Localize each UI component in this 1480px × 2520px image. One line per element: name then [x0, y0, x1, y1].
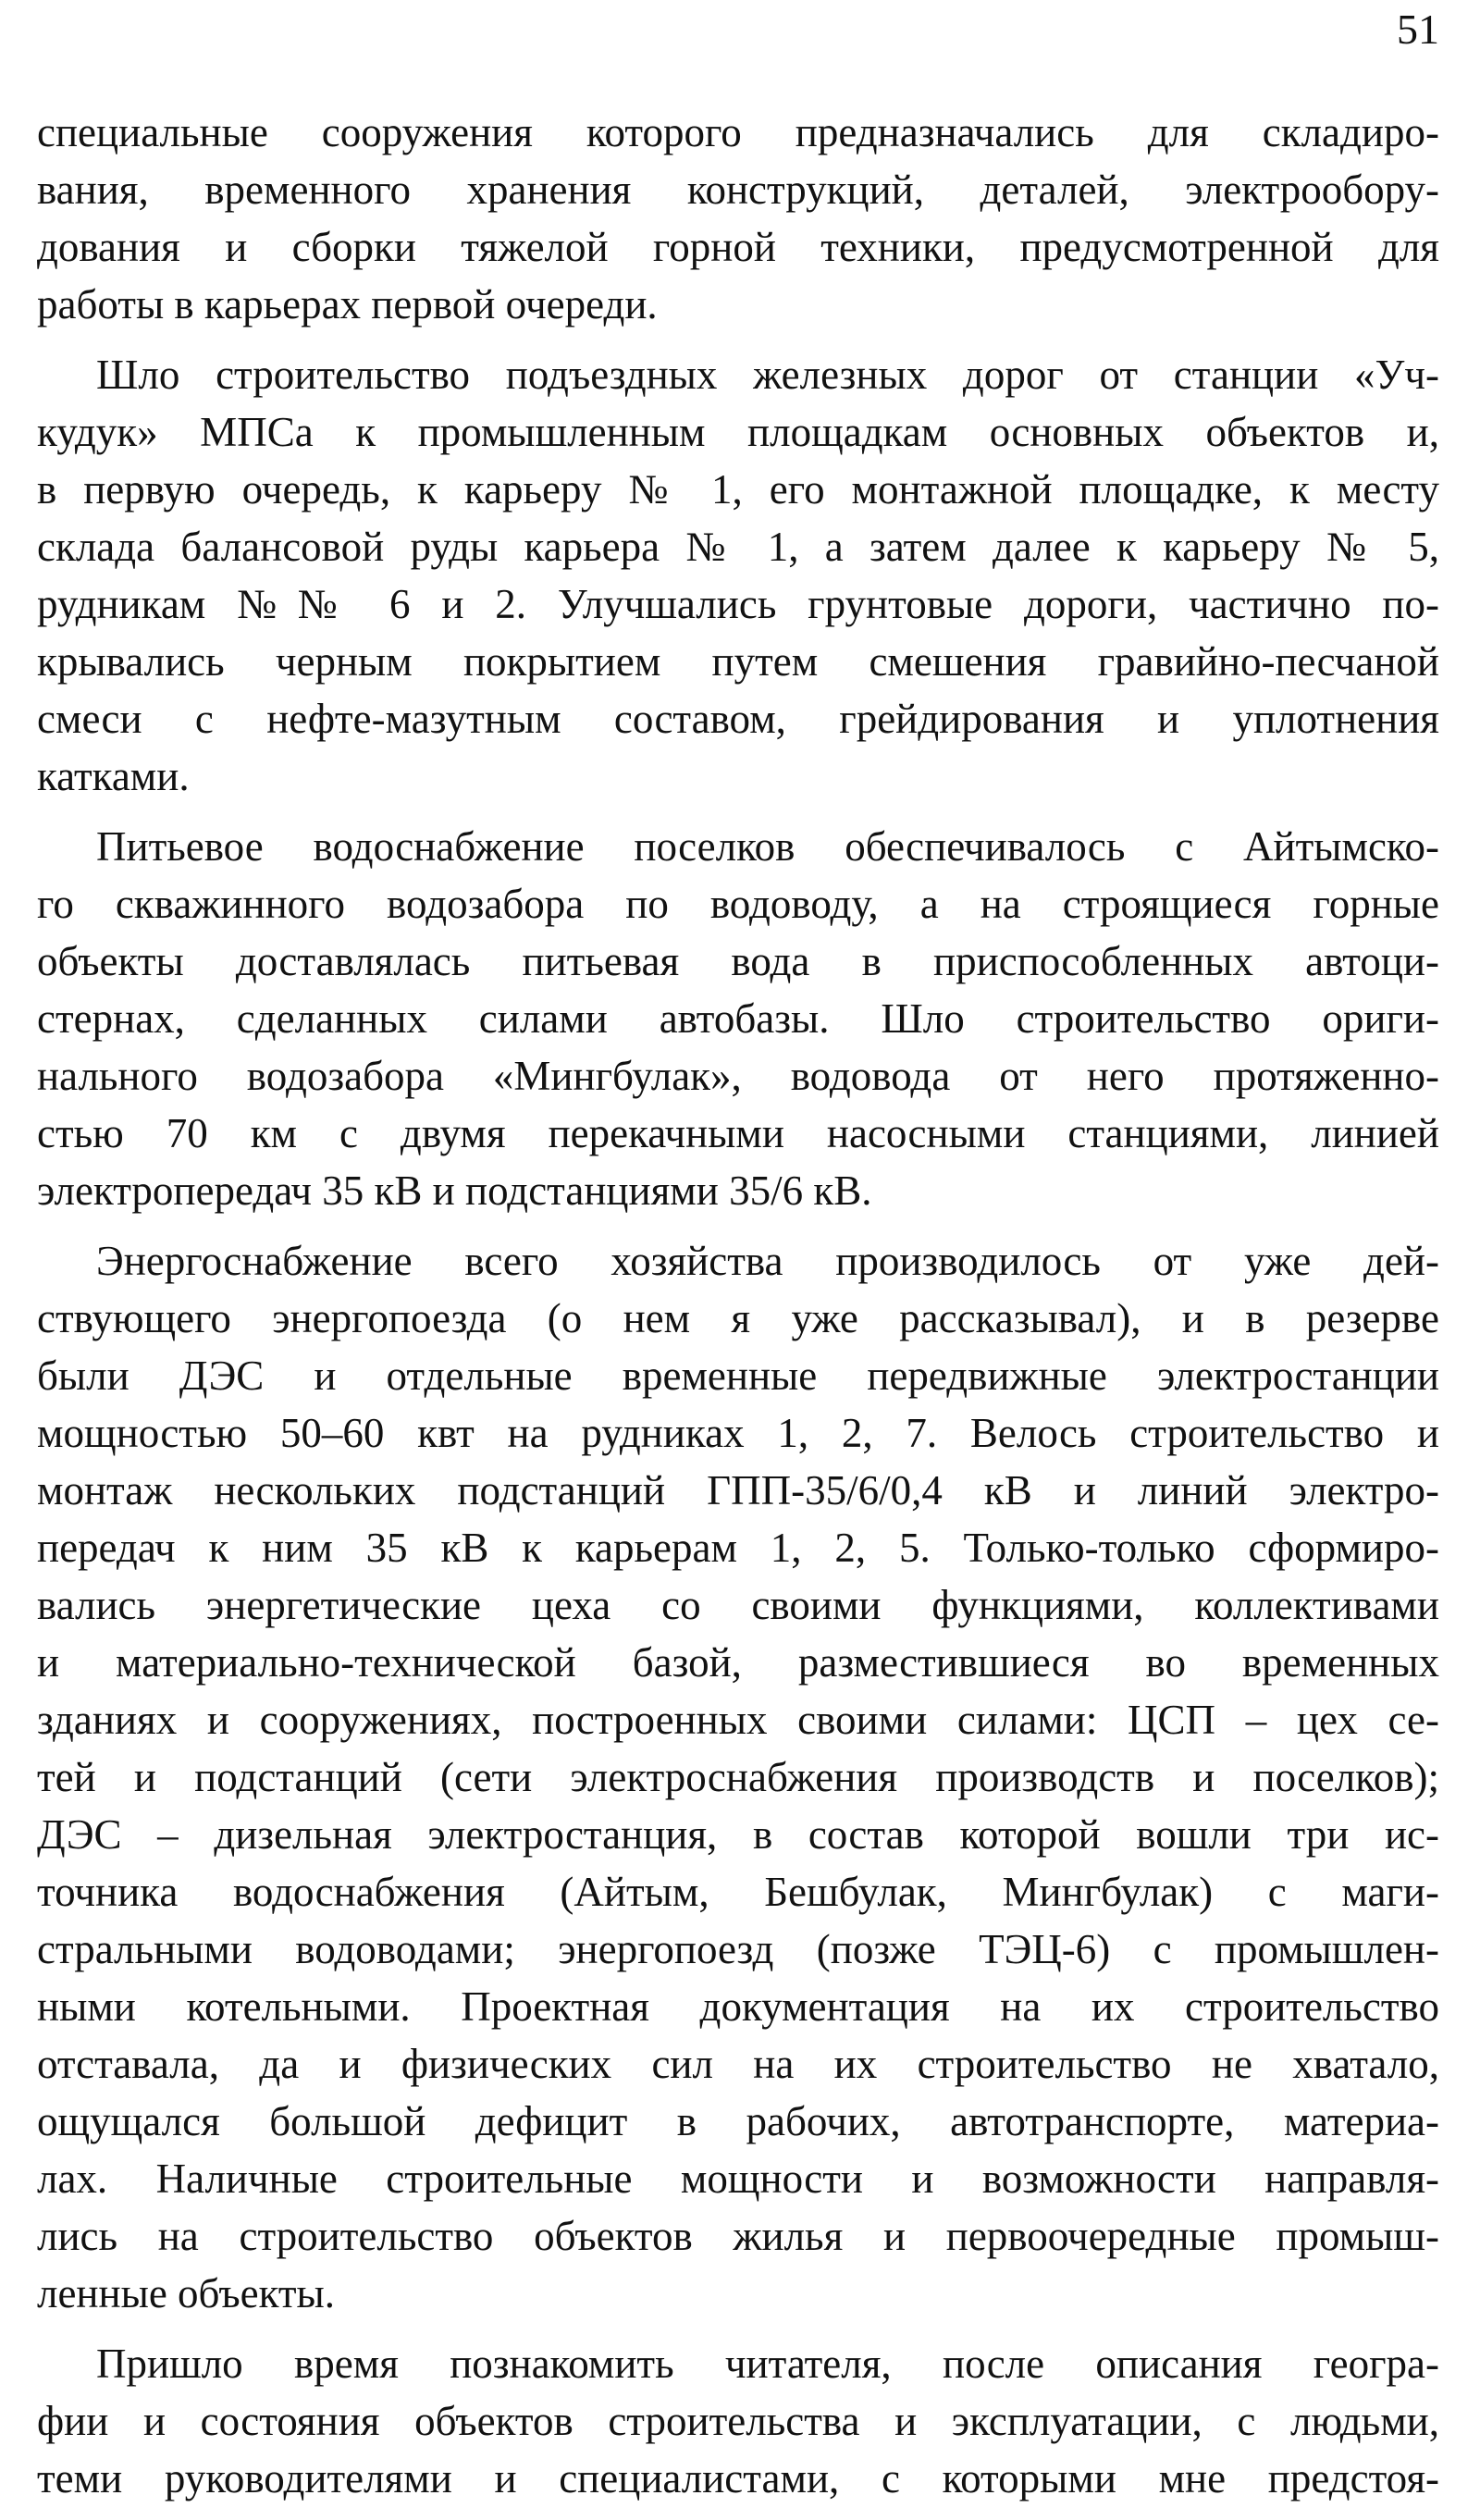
text-line: Шло строительство подъездных железных дорог от станции «Уч- [96, 352, 1439, 398]
text-line: го скважинного водозабора по водоводу, а на строящиеся горные [37, 881, 1439, 927]
text-line: теми руководителями и специалистами, с которыми мне предстоя- [37, 2455, 1439, 2501]
text-line: фии и состояния объектов строительства и эксплуатации, с людьми, [37, 2398, 1439, 2444]
paragraph [37, 818, 1439, 1219]
text-line: кудук» МПСа к промышленным площадкам основных объектов и, [37, 409, 1439, 455]
text-line: склада балансовой руды карьера № 1, а затем далее к карьеру № 5, [37, 524, 1439, 570]
body-text [37, 104, 1439, 2520]
text-line: крывались черным покрытием путем смешения гравийно-песчаной [37, 638, 1439, 685]
text-line: стернах, сделанных силами автобазы. Шло строительство ориги- [37, 995, 1439, 1042]
text-line: электропередач 35 кВ и подстанциями 35/6 кВ. [37, 1167, 872, 1214]
text-line: тей и подстанций (сети электроснабжения производств и поселков); [37, 1754, 1439, 1800]
text-line: зданиях и сооружениях, построенных своими силами: ЦСП – цех се- [37, 1697, 1439, 1743]
text-line: стральными водоводами; энергопоезд (позже ТЭЦ-6) с промышлен- [37, 1926, 1439, 1972]
text-line: ными котельными. Проектная документация на их строительство [37, 1983, 1439, 2030]
page-number: 51 [1397, 6, 1439, 53]
paragraph [37, 104, 1439, 333]
text-line: ДЭС – дизельная электростанция, в состав которой вошли три ис- [37, 1811, 1439, 1858]
text-line: вания, временного хранения конструкций, деталей, электрообору- [37, 167, 1439, 213]
text-line: вались энергетические цеха со своими функциями, коллективами [37, 1582, 1439, 1628]
text-line: отставала, да и физических сил на их строительство не хватало, [37, 2041, 1439, 2087]
text-line: лись на строительство объектов жилья и первоочередные промыш- [37, 2213, 1439, 2259]
text-line: катками. [37, 753, 190, 799]
text-line: специальные сооружения которого предназначались для складиро- [37, 109, 1439, 155]
text-line: передач к ним 35 кВ к карьерам 1, 2, 5. Только-только сформиро- [37, 1525, 1439, 1571]
paragraph [37, 346, 1439, 805]
text-line: и материально-технической базой, разместившиеся во временных [37, 1639, 1439, 1686]
text-line: объекты доставлялась питьевая вода в приспособленных автоци- [37, 938, 1439, 984]
text-line: рудникам №№ 6 и 2. Улучшались грунтовые дороги, частично по- [37, 581, 1439, 627]
text-line: Энергоснабжение всего хозяйства производилось от уже дей- [96, 1238, 1439, 1284]
text-line: ленные объекты. [37, 2270, 335, 2316]
text-line: точника водоснабжения (Айтым, Бешбулак, Мингбулак) с маги- [37, 1869, 1439, 1915]
text-line: были ДЭС и отдельные временные передвижные электростанции [37, 1353, 1439, 1399]
text-line: в первую очередь, к карьеру № 1, его монтажной площадке, к месту [37, 466, 1439, 513]
text-line: ощущался большой дефицит в рабочих, автотранспорте, материа- [37, 2098, 1439, 2144]
text-line: Питьевое водоснабжение поселков обеспечивалось с Айтымско- [96, 823, 1439, 870]
text-line: монтаж нескольких подстанций ГПП-35/6/0,4 кВ и линий электро- [37, 1467, 1439, 1513]
paragraph [37, 1232, 1439, 2322]
text-line: нального водозабора «Мингбулак», водовода от него протяженно- [37, 1053, 1439, 1099]
paragraph [37, 2335, 1439, 2507]
text-line: мощностью 50–60 квт на рудниках 1, 2, 7. Велось строительство и [37, 1410, 1439, 1456]
text-line: лах. Наличные строительные мощности и возможности направля- [37, 2156, 1439, 2202]
text-line: работы в карьерах первой очереди. [37, 281, 658, 327]
text-line: ствующего энергопоезда (о нем я уже рассказывал), и в резерве [37, 1295, 1439, 1341]
text-line: дования и сборки тяжелой горной техники, предусмотренной для [37, 224, 1439, 270]
text-line: стью 70 км с двумя перекачными насосными станциями, линией [37, 1110, 1439, 1156]
text-line: Пришло время познакомить читателя, после описания геогра- [96, 2341, 1439, 2387]
text-line: смеси с нефте-мазутным составом, грейдирования и уплотнения [37, 696, 1439, 742]
